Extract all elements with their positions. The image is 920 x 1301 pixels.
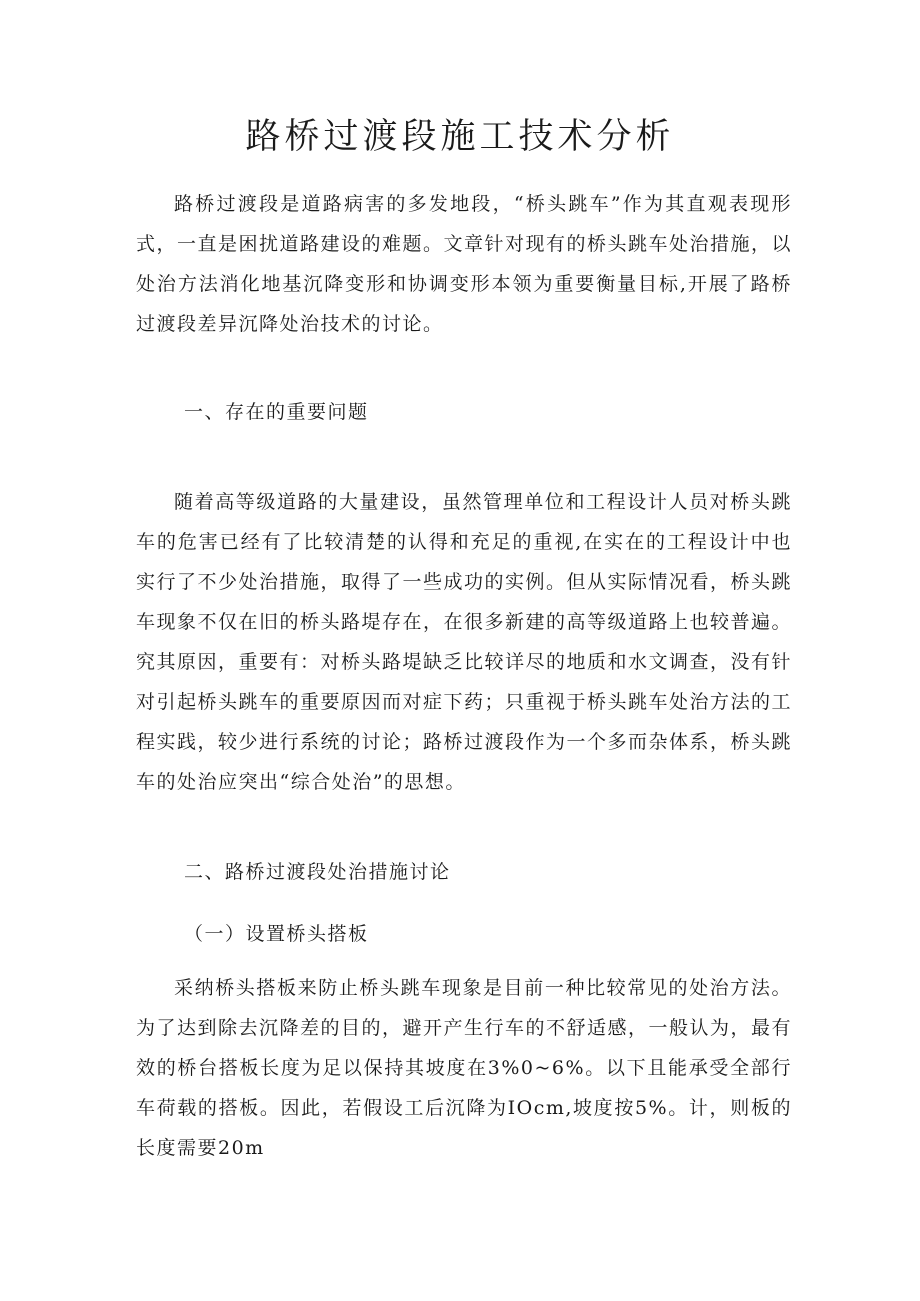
subsection-1-paragraph: 采纳桥头搭板来防止桥头跳车现象是目前一种比较常见的处治方法。为了达到除去沉降差的目的，避开产生行车的不舒适感，一般认为，最有效的桥台搭板长度为足以保持其坡度在3%0~6%。以下且能承受全部行车荷载的搭板。因此，若假设工后沉降为IOcm,坡度按5%。计，则板的长度需要20m xyxy=(136,977,793,1159)
document-title: 路桥过渡段施工技术分析 xyxy=(245,117,675,157)
subsection-1-heading: （一）设置桥头搭板 xyxy=(184,923,369,945)
intro-paragraph: 路桥过渡段是道路病害的多发地段，“桥头跳车”作为其直观表现形式，一直是困扰道路建设的难题。文章针对现有的桥头跳车处治措施，以处治方法消化地基沉降变形和协调变形本领为重要衡量目标,开展了路桥过渡段差异沉降处治技术的讨论。 xyxy=(136,193,793,335)
section-2-heading: 二、路桥过渡段处治措施讨论 xyxy=(184,861,451,883)
section-1-paragraph: 随着高等级道路的大量建设，虽然管理单位和工程设计人员对桥头跳车的危害已经有了比较清楚的认得和充足的重视,在实在的工程设计中也实行了不少处治措施，取得了一些成功的实例。但从实际情况看，桥头跳车现象不仅在旧的桥头路堤存在，在很多新建的高等级道路上也较普遍。究其原因，重要有：对桥头路堤缺乏比较详尽的地质和水文调查，没有针对引起桥头跳车的重要原因而对症下药；只重视于桥头跳车处治方法的工程实践，较少进行系统的讨论；路桥过渡段作为一个多而杂体系，桥头跳车的处治应突出“综合处治”的思想。 xyxy=(136,491,793,793)
section-1-heading: 一、存在的重要问题 xyxy=(184,401,369,423)
